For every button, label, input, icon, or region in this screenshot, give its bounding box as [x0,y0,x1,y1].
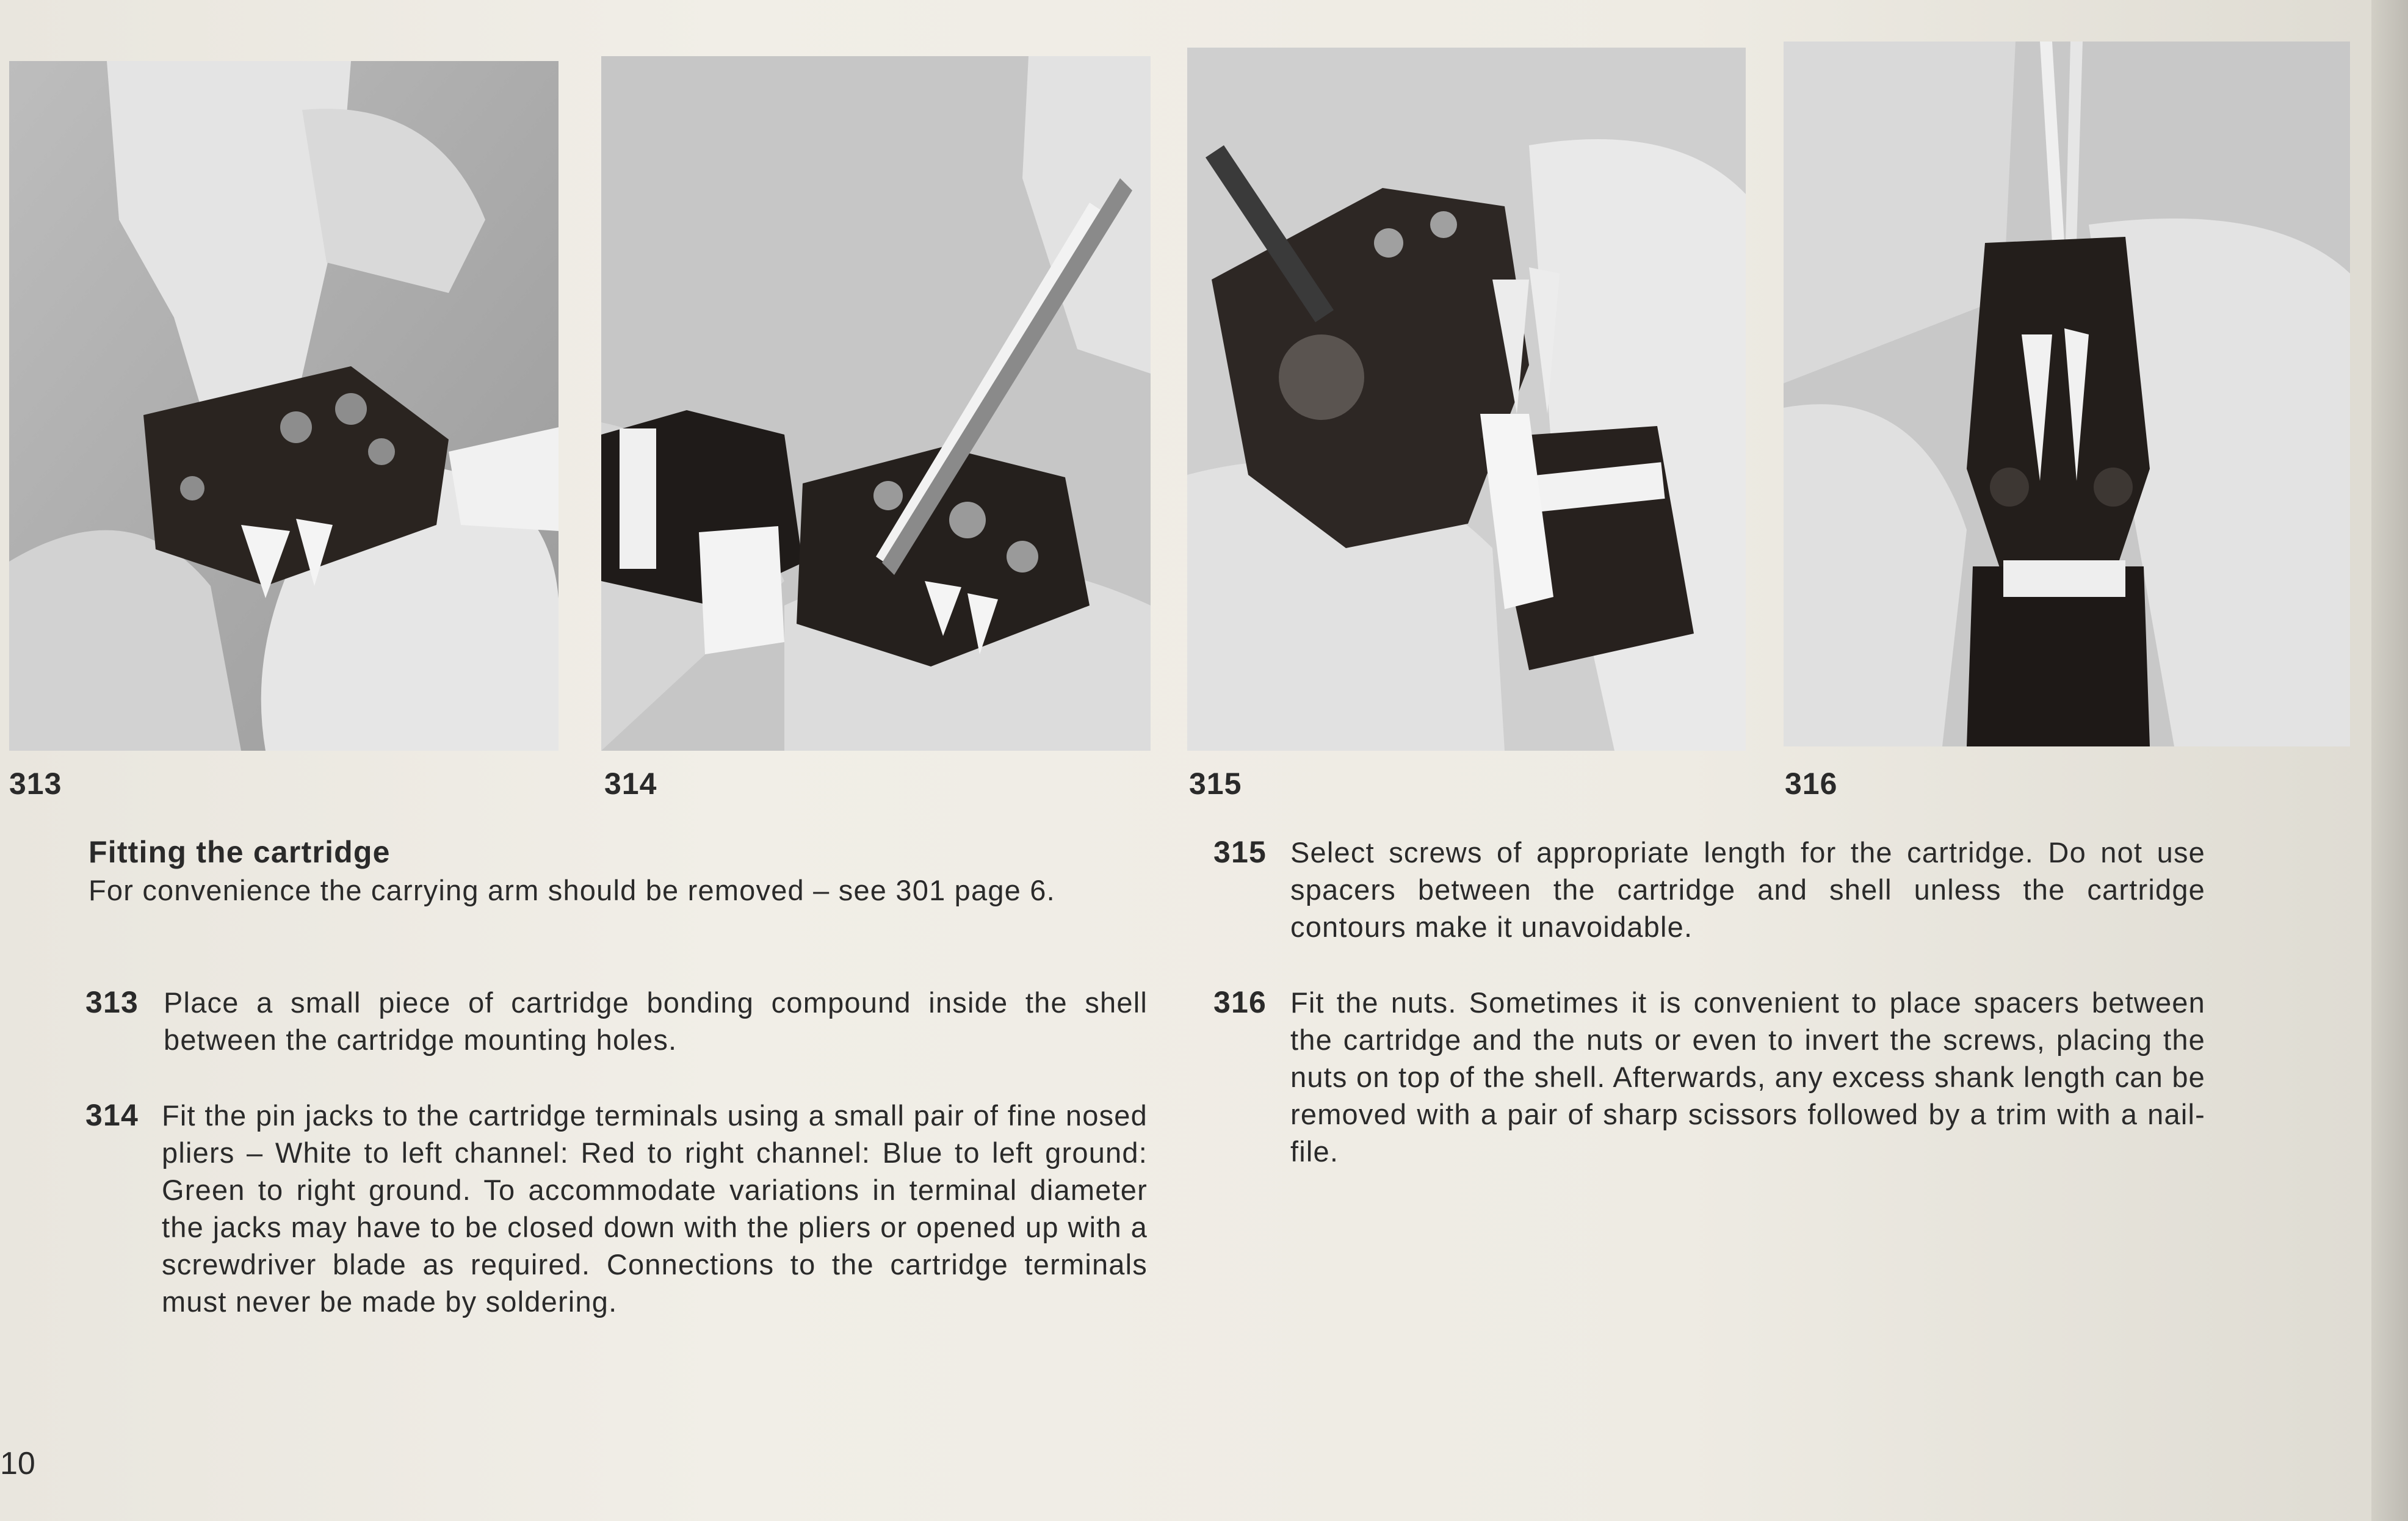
step-text: Place a small piece of cartridge bonding compound inside the shell between the cartridge mounting holes. [164,986,1148,1056]
photo-314 [601,56,1151,751]
photo-313-image [9,61,559,751]
step-number: 315 [1213,835,1267,869]
intro-paragraph [89,872,1059,909]
page-number: 10 [0,1446,35,1481]
step-text: Select screws of appropriate length for the cartridge. Do not use spacers between the cartridge and shell unless the cartridge contours make it unavoidable. [1290,836,2205,943]
step-number: 313 [85,985,139,1019]
figure-number-316: 316 [1785,767,1838,801]
step-text: Fit the nuts. Sometimes it is convenient to place spacers between the cartridge and the nuts or even to invert the screws, placing the nuts on top of the shell. Afterwards, any excess shank length can be removed with a pair of sharp scissors followed by a trim with a nail-file. [1290,986,2205,1168]
step-text: Fit the pin jacks to the cartridge terminals using a small pair of fine nosed pliers – White to left channel: Red to right channel: Blue to left ground: Green to right ground. To accommodate variations in terminal diameter the jacks may have to be closed down with the pliers or opened up with a screwdriver blade as required. Connections to the cartridge terminals must never be made by soldering. [162,1099,1148,1318]
step-number: 314 [85,1098,139,1132]
heading-title: Fitting the cartridge [89,835,391,869]
step-number: 316 [1213,985,1267,1019]
photo-315-image [1187,48,1746,751]
intro-text: For convenience the carrying arm should be removed – see 301 page 6. [89,874,1055,906]
photo-313 [9,61,559,751]
step-313 [85,984,1148,1063]
step-314 [85,1097,1148,1365]
figure-number-313: 313 [9,767,62,801]
photo-316 [1784,42,2350,746]
photo-315 [1187,48,1746,751]
photo-314-image [601,56,1151,751]
figure-number-315: 315 [1189,767,1242,801]
section-heading [89,834,391,871]
figure-number-314: 314 [604,767,657,801]
photo-316-image [1784,42,2350,746]
step-316 [1213,984,2205,1179]
page-gutter [2371,0,2408,1521]
step-315 [1213,834,2205,950]
